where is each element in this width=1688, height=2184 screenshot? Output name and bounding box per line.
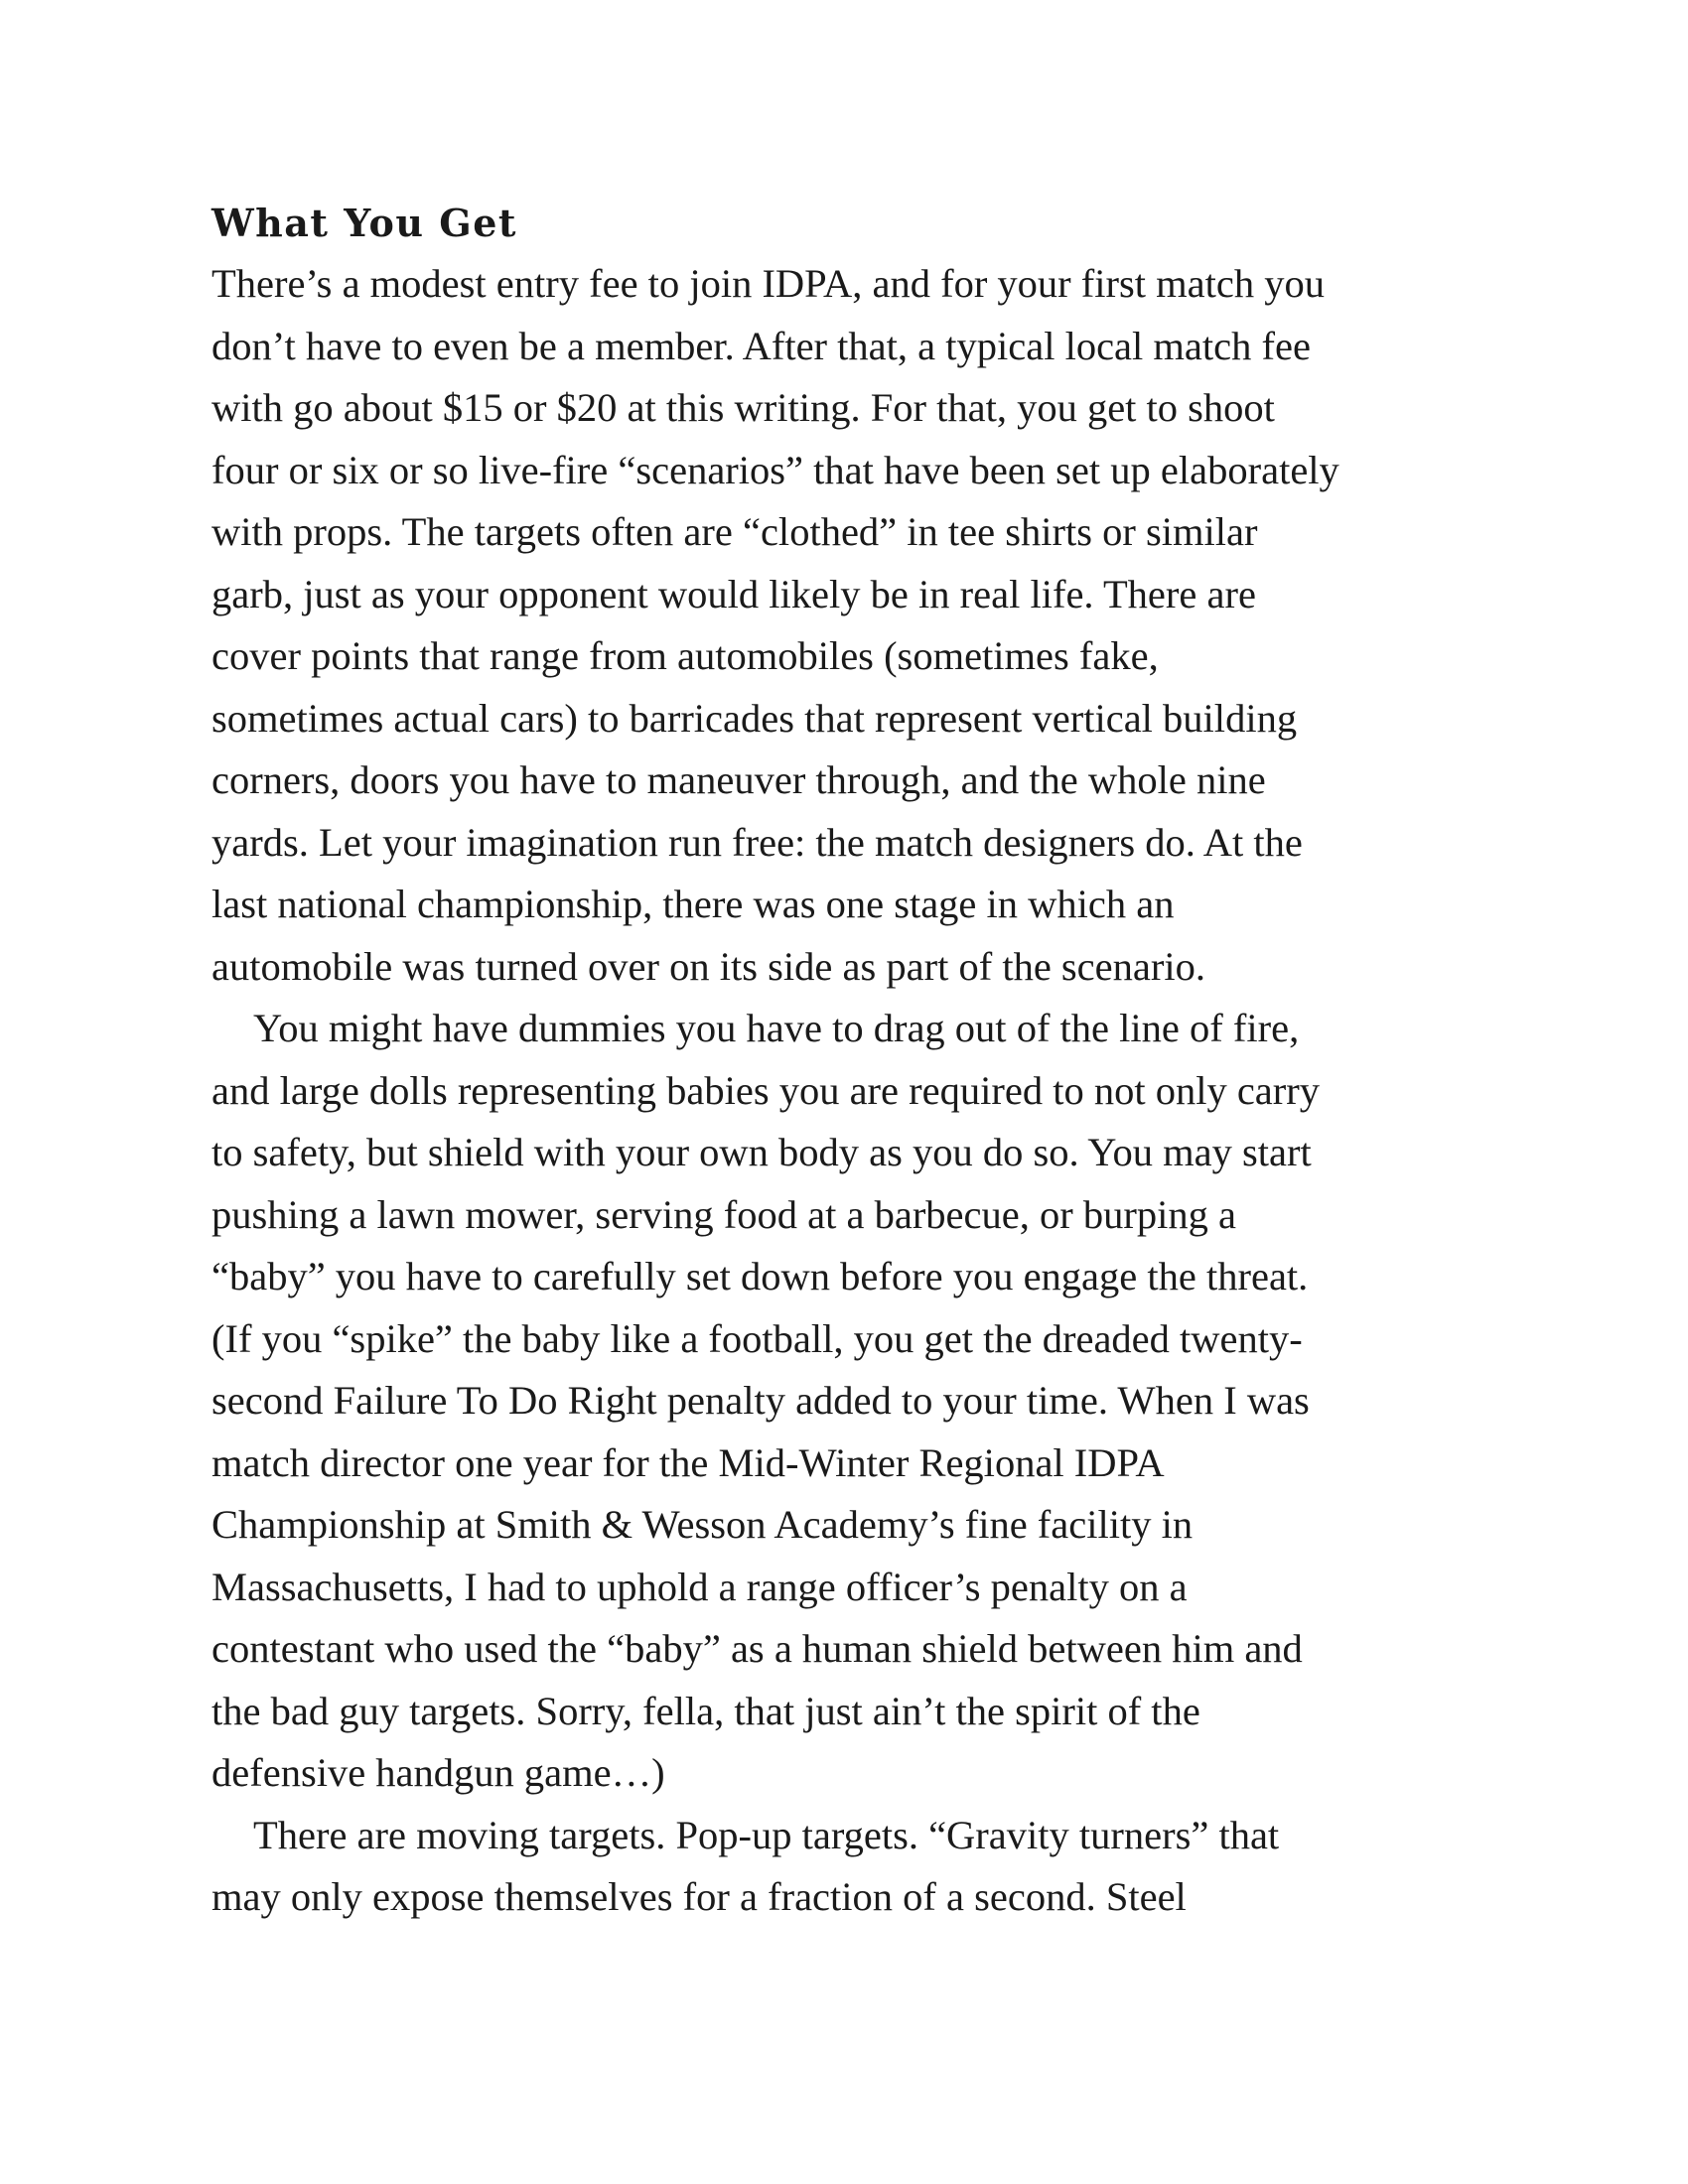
text-line: There are moving targets. Pop-up targets. “Gravity turners” that	[253, 1812, 1280, 1857]
paragraph-3	[211, 1805, 1492, 1929]
text-line: and large dolls representing babies you are required to not only carry	[211, 1067, 1321, 1113]
text-line: don’t have to even be a member. After that, a typical local match fee	[211, 323, 1311, 368]
text-line: garb, just as your opponent would likely be in real life. There are	[211, 571, 1256, 616]
text-line: “baby” you have to carefully set down before you engage the threat.	[211, 1254, 1309, 1298]
text-line: cover points that range from automobiles (sometimes fake,	[211, 633, 1159, 678]
text-line: with go about $15 or $20 at this writing. For that, you get to shoot	[211, 385, 1275, 430]
text-line: second Failure To Do Right penalty added to your time. When I was	[211, 1378, 1310, 1423]
text-line: corners, doors you have to maneuver through, and the whole nine	[211, 757, 1266, 802]
text-line: contestant who used the “baby” as a human shield between him and	[211, 1626, 1303, 1671]
text-line: may only expose themselves for a fraction of a second. Steel	[211, 1874, 1187, 1919]
text-line: (If you “spike” the baby like a football, you get the dreaded twenty-	[211, 1315, 1303, 1361]
text-line: defensive handgun game…)	[211, 1750, 665, 1795]
text-line: Massachusetts, I had to uphold a range officer’s penalty on a	[211, 1564, 1188, 1609]
paragraph-2	[211, 998, 1492, 1805]
text-line: sometimes actual cars) to barricades that represent vertical building	[211, 695, 1298, 741]
text-line: yards. Let your imagination run free: the match designers do. At the	[211, 819, 1303, 865]
text-line: four or six or so live-fire “scenarios” that have been set up elaborately	[211, 447, 1339, 492]
text-line: to safety, but shield with your own body as you do so. You may start	[211, 1130, 1312, 1174]
section-heading: What You Get	[211, 201, 517, 245]
text-line: match director one year for the Mid-Winter Regional IDPA	[211, 1439, 1165, 1485]
text-line: the bad guy targets. Sorry, fella, that just ain’t the spirit of the	[211, 1688, 1200, 1733]
paragraph-1	[211, 253, 1492, 998]
text-line: Championship at Smith & Wesson Academy’s fine facility in	[211, 1502, 1194, 1547]
text-line: automobile was turned over on its side as part of the scenario.	[211, 943, 1205, 989]
text-line: There’s a modest entry fee to join IDPA, and for your first match you	[211, 261, 1325, 306]
text-line: last national championship, there was one stage in which an	[211, 882, 1175, 926]
text-line: pushing a lawn mower, serving food at a barbecue, or burping a	[211, 1191, 1236, 1237]
text-line: with props. The targets often are “clothed” in tee shirts or similar	[211, 509, 1258, 554]
document-page	[211, 194, 1492, 1929]
text-line: You might have dummies you have to drag out of the line of fire,	[253, 1006, 1300, 1050]
